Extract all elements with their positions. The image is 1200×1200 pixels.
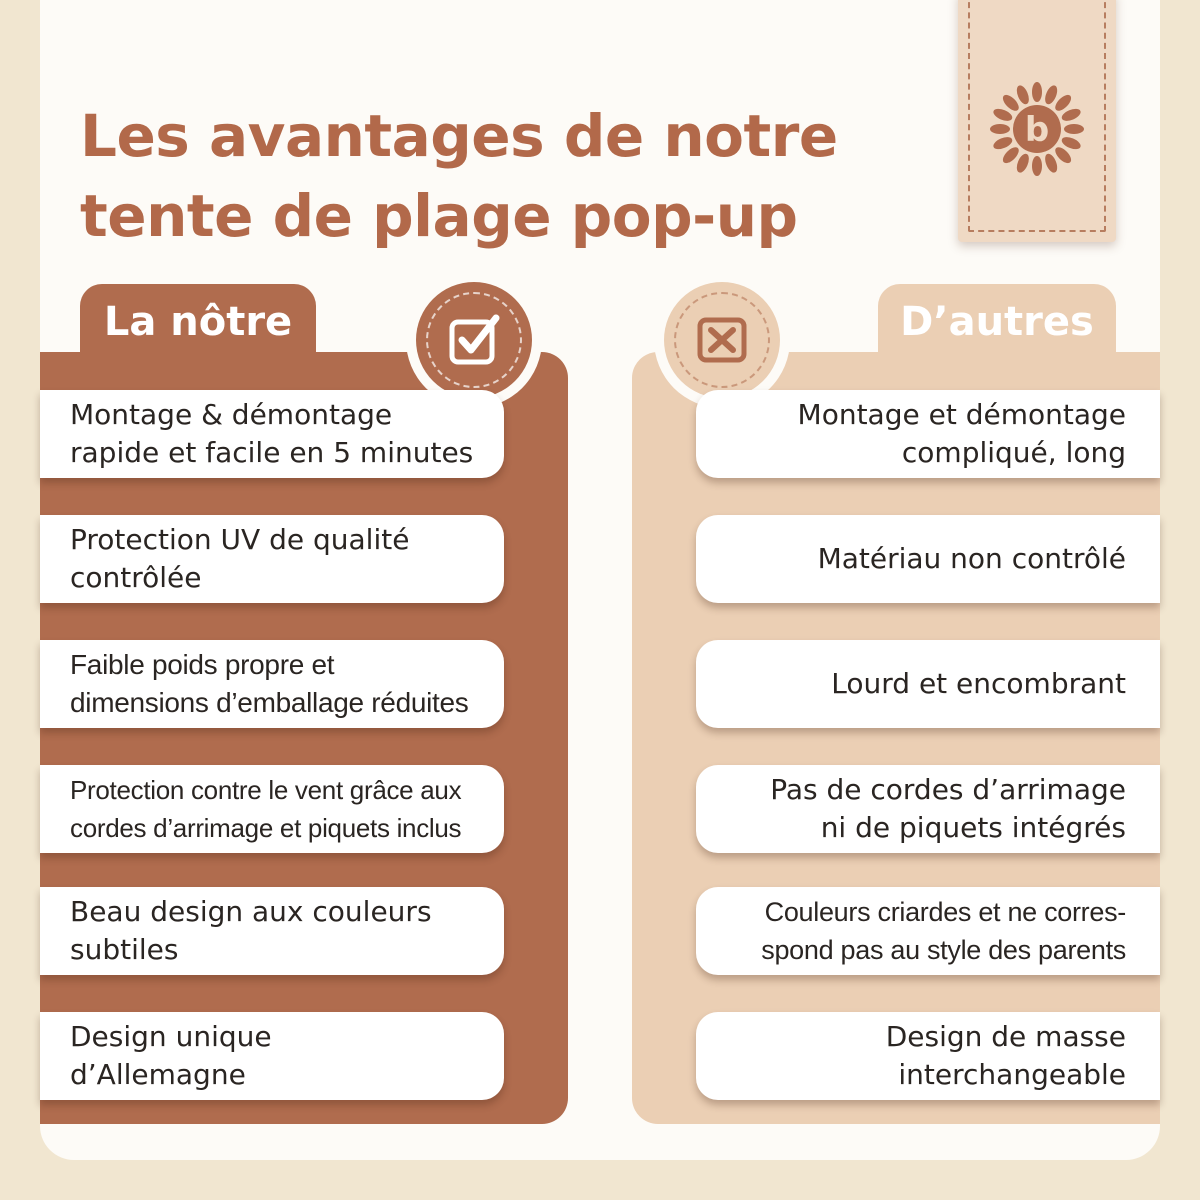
logo-letter: b — [1024, 110, 1050, 150]
others-item: Montage et démontage compliqué, long — [696, 390, 1160, 478]
brand-tag — [958, 0, 1116, 242]
page-title: Les avantages de notre tente de plage pop-up — [80, 102, 838, 250]
ours-item: Design unique d’Allemagne — [40, 1012, 504, 1100]
ours-tab: La nôtre — [80, 284, 316, 360]
leaf-sun-logo-icon — [982, 74, 1092, 184]
others-item: Couleurs criardes et ne corres- spond pas au style des parents — [696, 887, 1160, 975]
ours-item: Protection contre le vent grâce aux cordes d’arrimage et piquets inclus — [40, 765, 504, 853]
others-badge — [664, 282, 780, 398]
cross-icon — [692, 310, 752, 370]
ours-item: Faible poids propre et dimensions d’emballage réduites — [40, 640, 504, 728]
logo-petal — [990, 124, 1010, 134]
ours-item: Montage & démontage rapide et facile en 5 minutes — [40, 390, 504, 478]
ours-item: Protection UV de qualité contrôlée — [40, 515, 504, 603]
others-item: Lourd et encombrant — [696, 640, 1160, 728]
ours-item: Beau design aux couleurs subtiles — [40, 887, 504, 975]
check-icon — [444, 310, 504, 370]
logo-petal — [1032, 82, 1042, 102]
others-item: Design de masse interchangeable — [696, 1012, 1160, 1100]
others-item: Matériau non contrôlé — [696, 515, 1160, 603]
others-tab: D’autres — [878, 284, 1116, 360]
ours-badge — [416, 282, 532, 398]
logo-petal — [1064, 124, 1084, 134]
others-item: Pas de cordes d’arrimage ni de piquets intégrés — [696, 765, 1160, 853]
logo-petal — [1032, 156, 1042, 176]
